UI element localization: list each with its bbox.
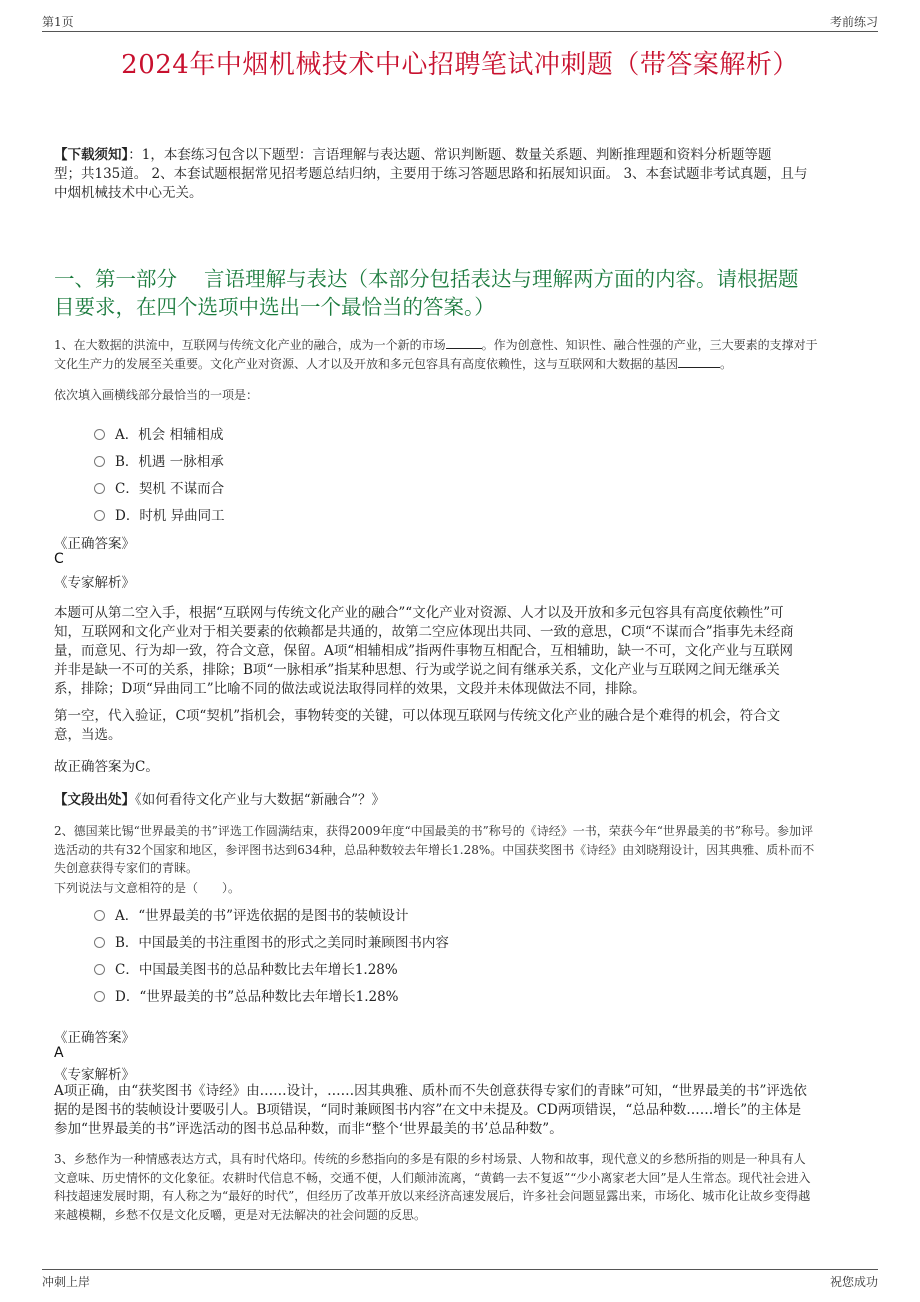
q2-line: 2、德国莱比锡“世界最美的书”评选工作圆满结束，获得2009年度“中国最美的书”称号的《诗经》一书，荣获今年“世界最美的书”称号。参加评: [54, 824, 813, 838]
q3-line: 3、乡愁作为一种情感表达方式，具有时代烙印。传统的乡愁指向的多是有限的乡村场景、人物和故事，现代意义的乡愁所指的则是一种具有人: [54, 1152, 806, 1166]
q2-option-d-label: D．“世界最美的书”总品种数比去年增长1.28%: [115, 989, 399, 1005]
q2-option-c[interactable]: [94, 958, 398, 978]
q2-analysis-label: 《专家解析》: [54, 1067, 135, 1083]
footer-rule: [42, 1269, 878, 1270]
q2-analysis-line: A项正确，由“获奖图书《诗经》由……设计，……因其典雅、质朴而不失创意获得专家们的青睐”可知，“世界最美的书”评选依: [54, 1083, 807, 1099]
q1-blank-2: [678, 367, 720, 368]
footer-left-label: 冲刺上岸: [42, 1275, 91, 1289]
q1-option-b[interactable]: [94, 450, 224, 470]
q2-option-a[interactable]: [94, 904, 409, 924]
q1-line-1b: 。作为创意性、知识性、融合性强的产业，三大要素的支撑对于: [481, 338, 818, 352]
q3-line: 科技超速发展时期，有人称之为“最好的时代”，但经历了改革开放以来经济高速发展后，许多社会问题显露出来，市场化、城市化让故乡变得越: [54, 1189, 811, 1203]
notice-line-1: ：1，本套练习包含以下题型：言语理解与表达题、常识判断题、数量关系题、判断推理题和资料分析题等题: [128, 147, 772, 163]
q1-option-c[interactable]: [94, 477, 224, 497]
download-notice: [54, 146, 874, 203]
q1-analysis-line: 意，当选。: [54, 727, 122, 743]
q2-option-c-label: C．中国最美图书的总品种数比去年增长1.28%: [115, 962, 398, 978]
footer-right-label: 祝您成功: [829, 1275, 878, 1289]
radio-icon[interactable]: [94, 429, 105, 440]
section-heading-line-2: 目要求，在四个选项中选出一个最恰当的答案。）: [54, 295, 495, 319]
q1-source: [54, 791, 385, 810]
q2-answer-label: 《正确答案》: [54, 1030, 135, 1046]
q1-analysis-line: 知，互联网和文化产业对于相关要素的依赖都是共通的，故第二空应体现出共同、一致的意思，C项“不谋而合”指事先未经商: [54, 624, 794, 640]
q1-source-label: 【文段出处】: [54, 792, 135, 808]
q1-option-b-label: B．机遇 一脉相承: [115, 454, 224, 470]
radio-icon[interactable]: [94, 910, 105, 921]
q1-source-text: 《如何看待文化产业与大数据“新融合”？》: [135, 792, 386, 808]
notice-label: 【下载须知】: [54, 147, 129, 163]
q2-option-d[interactable]: [94, 985, 399, 1005]
header-rule: [42, 31, 878, 32]
q2-analysis: [54, 1082, 874, 1139]
q2-analysis-line: 据的是图书的装帧设计要吸引人。B项错误，“同时兼顾图书内容”在文中未提及。CD两项错误，“总品种数……增长”的主体是: [54, 1102, 802, 1118]
question-1-stem: [54, 336, 874, 373]
q1-answer-label: 《正确答案》: [54, 536, 135, 552]
q1-analysis: [54, 604, 874, 699]
q2-option-b-label: B．中国最美的书注重图书的形式之美同时兼顾图书内容: [115, 935, 449, 951]
section-heading: [54, 265, 884, 321]
notice-line-3: 中烟机械技术中心无关。: [54, 185, 203, 201]
q2-answer: A: [54, 1045, 64, 1061]
question-3-stem: [54, 1150, 874, 1224]
q2-analysis-line: 参加“世界最美的书”评选活动的图书总品种数，而非“整个‘世界最美的书’总品种数”。: [54, 1121, 563, 1137]
q1-analysis-line: 系，排除；D项“异曲同工”比喻不同的做法或说法取得同样的效果，文段并未体现做法不同，排除。: [54, 681, 646, 697]
notice-line-2: 型；共135道。 2、本套试题根据常见招考题总结归纳，主要用于练习答题思路和拓展知识面。 3、本套试题非考试真题，且与: [54, 166, 808, 182]
q2-option-a-label: A．“世界最美的书”评选依据的是图书的装帧设计: [115, 908, 409, 924]
q1-option-a-label: A．机会 相辅相成: [115, 427, 224, 443]
radio-icon[interactable]: [94, 456, 105, 467]
radio-icon[interactable]: [94, 964, 105, 975]
header-right-label: 考前练习: [829, 15, 878, 29]
q1-analysis-2: [54, 707, 874, 745]
q1-line-1a: 1、在大数据的洪流中，互联网与传统文化产业的融合，成为一个新的市场: [54, 338, 446, 352]
q1-analysis-line: 并非是缺一不可的关系，排除；B项“一脉相承”指某种思想、行为或学说之间有继承关系，文化产业与互联网之间无继承关: [54, 662, 780, 678]
q1-line-2b: 。: [720, 356, 733, 371]
q1-line-2a: 文化生产力的发展至关重要。文化产业对资源、人才以及开放和多元包容具有高度依赖性，这与互联网和大数据的基因: [54, 356, 679, 371]
q1-conclusion: 故正确答案为C。: [54, 759, 159, 775]
q1-analysis-label: 《专家解析》: [54, 575, 135, 591]
question-2-stem: [54, 822, 874, 878]
q2-line: 选活动的共有32个国家和地区，参评图书达到634种，总品种数较去年增长1.28%。中国获奖图书《诗经》由刘晓翔设计，因其典雅、质朴而不: [54, 842, 815, 857]
q1-answer: C: [54, 551, 64, 567]
document-title: 2024年中烟机械技术中心招聘笔试冲刺题（带答案解析）: [121, 50, 799, 80]
q1-analysis-line: 量，而意见、行为却一致，符合文意，保留。A项“相辅相成”指两件事物互相配合，互相辅助，缺一不可，文化产业与互联网: [54, 643, 794, 659]
q1-prompt: 依次填入画横线部分最恰当的一项是：: [54, 388, 259, 402]
q3-line: 文意味、历史情怀的文化象征。农耕时代信息不畅，交通不便，人们颠沛流离，“黄鹤一去不复返”“少小离家老大回”是人生常态。现代社会进入: [54, 1170, 811, 1185]
q1-option-a[interactable]: [94, 423, 224, 443]
radio-icon[interactable]: [94, 937, 105, 948]
q1-analysis-line: 第一空，代入验证，C项“契机”指机会，事物转变的关键，可以体现互联网与传统文化产业的融合是个难得的机会，符合文: [54, 708, 781, 724]
q1-option-d[interactable]: [94, 504, 225, 524]
radio-icon[interactable]: [94, 483, 105, 494]
radio-icon[interactable]: [94, 991, 105, 1002]
q2-prompt: 下列说法与文意相符的是（ ）。: [54, 881, 241, 895]
q3-line: 来越模糊，乡愁不仅是文化反嚼，更是对无法解决的社会问题的反思。: [54, 1207, 427, 1222]
section-heading-line-1: 一、第一部分 言语理解与表达（本部分包括表达与理解两方面的内容。请根据题: [54, 267, 799, 291]
q2-line: 失创意获得专家们的青睐。: [54, 861, 199, 875]
radio-icon[interactable]: [94, 510, 105, 521]
q1-option-c-label: C．契机 不谋而合: [115, 481, 225, 497]
q2-option-b[interactable]: [94, 931, 449, 951]
page-number: 第1页: [42, 15, 74, 29]
q1-option-d-label: D．时机 异曲同工: [115, 508, 225, 524]
q1-blank-1: [446, 348, 482, 349]
q1-analysis-line: 本题可从第二空入手，根据“互联网与传统文化产业的融合”“文化产业对资源、人才以及开放和多元包容具有高度依赖性”可: [54, 605, 784, 621]
